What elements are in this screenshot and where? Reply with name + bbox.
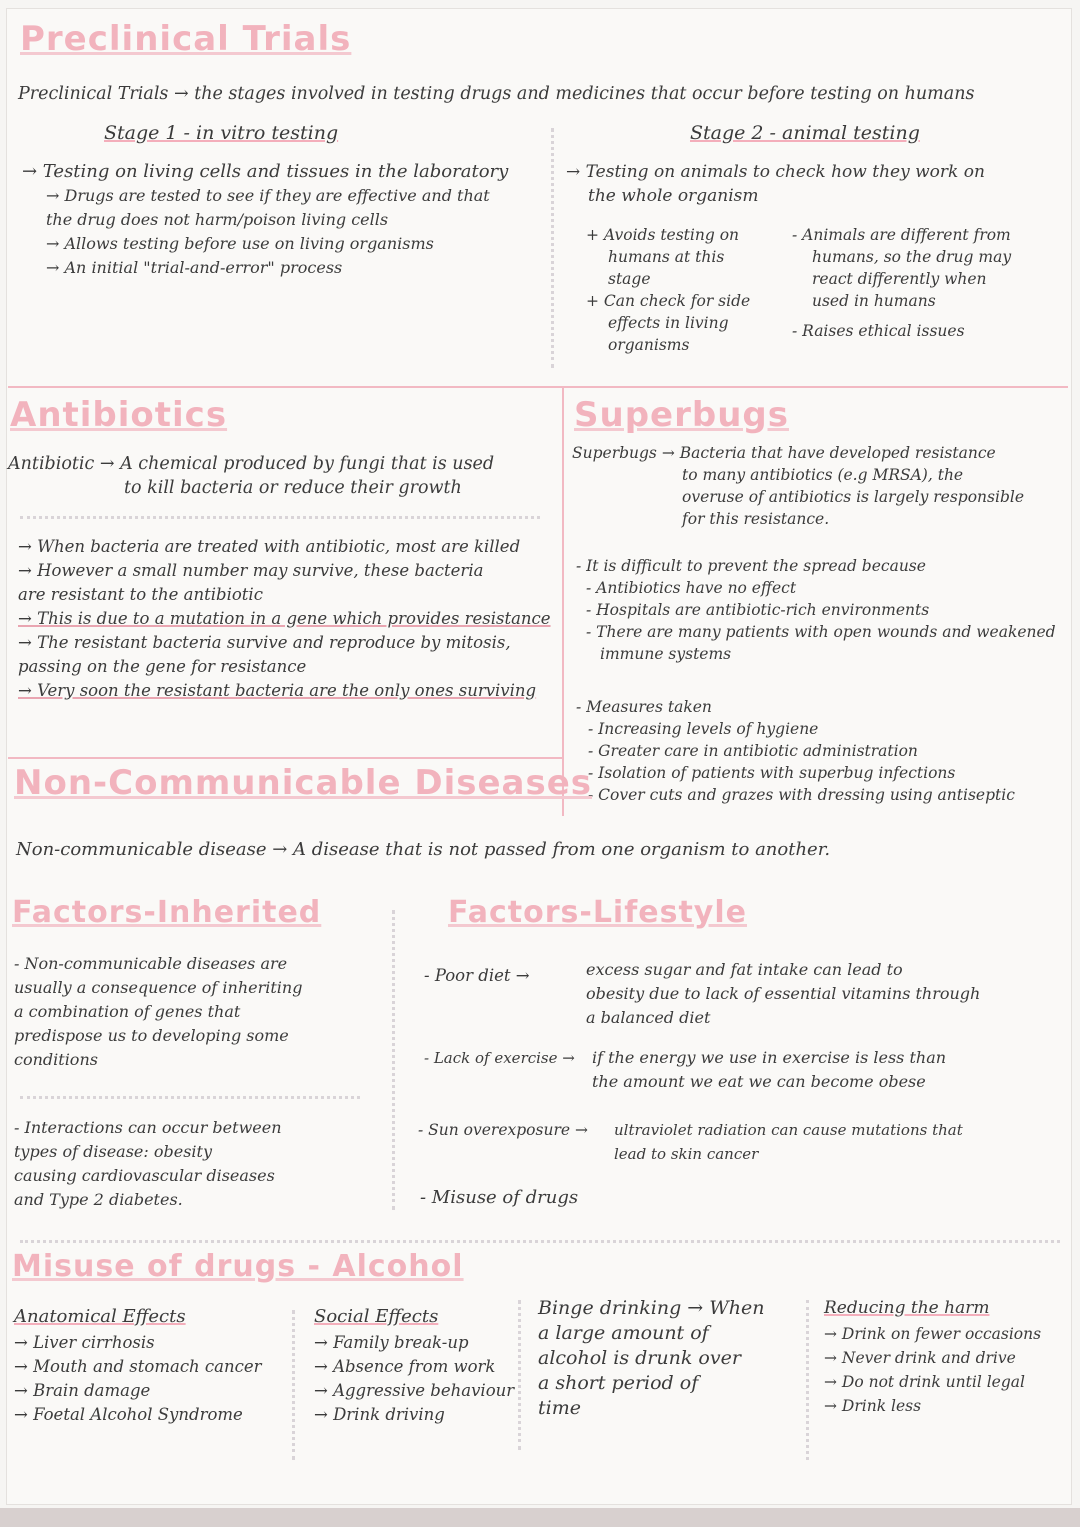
antibiotic-line: → This is due to a mutation in a gene which provides resistance	[18, 609, 551, 628]
superbugs-line: overuse of antibiotics is largely responsible	[682, 488, 1024, 506]
binge-line: a short period of	[538, 1372, 699, 1394]
section-rule	[8, 757, 563, 759]
anatomical-heading: Anatomical Effects	[14, 1306, 186, 1327]
divider-dotted	[20, 1096, 360, 1099]
superbugs-difficult	[576, 555, 1056, 665]
divider-dotted	[20, 516, 540, 519]
reducing-item: → Drink less	[824, 1397, 922, 1415]
stage1-line: → Drugs are tested to see if they are effective and that	[46, 186, 490, 205]
lifestyle-line: lead to skin cancer	[614, 1145, 759, 1163]
stage2-line: → Testing on animals to check how they work on	[566, 162, 985, 182]
con-line: react differently when	[812, 270, 987, 288]
ncd-definition: Non-communicable disease → A disease that is not passed from one organism to another.	[16, 839, 831, 860]
divider-dotted	[20, 1240, 1060, 1243]
pro-line: effects in living	[608, 314, 729, 332]
pro-line: stage	[608, 270, 651, 288]
divider-dotted	[392, 910, 395, 1210]
section-rule	[8, 386, 1068, 388]
stage2-heading: Stage 2 - animal testing	[690, 122, 920, 144]
preclinical-title: Preclinical Trials	[20, 19, 352, 59]
measure-line: - Measures taken	[576, 698, 712, 716]
social-item: → Aggressive behaviour	[314, 1381, 515, 1400]
social-item: → Family break-up	[314, 1333, 469, 1352]
anatomical-item: → Mouth and stomach cancer	[14, 1357, 262, 1376]
definition-line: Antibiotic → A chemical produced by fungi that is used	[8, 454, 495, 474]
difficult-line: - There are many patients with open wounds and weakened	[586, 623, 1056, 641]
lifestyle-line: a balanced diet	[586, 1008, 711, 1027]
divider-dotted	[518, 1300, 521, 1450]
poor-diet-label: - Poor diet →	[424, 966, 530, 985]
inherited-title: Factors-Inherited	[12, 895, 322, 930]
lifestyle-title: Factors-Lifestyle	[448, 895, 747, 930]
binge-line: alcohol is drunk over	[538, 1347, 741, 1369]
lifestyle-line: excess sugar and fat intake can lead to	[586, 960, 903, 979]
lifestyle-line: the amount we eat we can become obese	[592, 1072, 926, 1091]
preclinical-definition: Preclinical Trials → the stages involved in testing drugs and medicines that occur before testing on humans	[18, 84, 975, 104]
social-effects	[314, 1306, 514, 1427]
difficult-line: - Antibiotics have no effect	[586, 579, 797, 597]
measure-line: - Greater care in antibiotic administration	[588, 742, 918, 760]
reducing-heading: Reducing the harm	[824, 1298, 990, 1318]
binge-line: time	[538, 1397, 581, 1419]
misuse-of-drugs: - Misuse of drugs	[420, 1187, 579, 1208]
reducing-item: → Drink on fewer occasions	[824, 1325, 1042, 1343]
social-heading: Social Effects	[314, 1306, 439, 1327]
pro-line: + Avoids testing on	[586, 226, 740, 244]
antibiotic-line: → Very soon the resistant bacteria are the only ones surviving	[18, 681, 537, 700]
inherited-line: types of disease: obesity	[14, 1142, 212, 1161]
reducing-item: → Do not drink until legal	[824, 1373, 1025, 1391]
inherited-block-1	[14, 952, 302, 1072]
divider-dotted	[292, 1310, 295, 1460]
stage1-line: → An initial "trial-and-error" process	[46, 258, 343, 277]
divider-dotted	[551, 128, 554, 368]
antibiotic-line: → The resistant bacteria survive and reproduce by mitosis,	[18, 633, 511, 652]
stage1-line: → Allows testing before use on living organisms	[46, 234, 434, 253]
con-line: used in humans	[812, 292, 936, 310]
sun-text	[614, 1118, 963, 1166]
poor-diet-text	[586, 958, 980, 1030]
stage1-heading: Stage 1 - in vitro testing	[104, 122, 339, 144]
antibiotic-line: passing on the gene for resistance	[18, 657, 307, 676]
lifestyle-line: if the energy we use in exercise is less than	[592, 1048, 947, 1067]
column-rule	[562, 386, 564, 816]
inherited-line: - Interactions can occur between	[14, 1118, 282, 1137]
reducing-item: → Never drink and drive	[824, 1349, 1016, 1367]
superbugs-line: to many antibiotics (e.g MRSA), the	[682, 466, 964, 484]
divider-dotted	[806, 1300, 809, 1460]
anatomical-item: → Foetal Alcohol Syndrome	[14, 1405, 243, 1424]
superbugs-measures	[576, 696, 1015, 806]
inherited-block-2	[14, 1116, 282, 1212]
inherited-line: usually a consequence of inheriting	[14, 978, 303, 997]
social-item: → Drink driving	[314, 1405, 445, 1424]
stage2-line: the whole organism	[588, 186, 759, 206]
pro-line: humans at this	[608, 248, 725, 266]
inherited-line: a combination of genes that	[14, 1002, 241, 1021]
reducing-harm	[824, 1298, 1041, 1418]
ncd-title: Non-Communicable Diseases	[14, 763, 592, 803]
superbugs-line: Superbugs → Bacteria that have developed resistance	[572, 444, 996, 462]
inherited-line: conditions	[14, 1050, 98, 1069]
measure-line: - Isolation of patients with superbug infections	[588, 764, 956, 782]
antibiotic-definition	[8, 452, 494, 500]
anatomical-item: → Brain damage	[14, 1381, 151, 1400]
exercise-label: - Lack of exercise →	[424, 1049, 575, 1067]
stage1-line: → Testing on living cells and tissues in the laboratory	[22, 161, 509, 182]
lifestyle-line: obesity due to lack of essential vitamins through	[586, 984, 981, 1003]
antibiotic-line: → However a small number may survive, these bacteria	[18, 561, 484, 580]
inherited-line: - Non-communicable diseases are	[14, 954, 288, 973]
definition-line: to kill bacteria or reduce their growth	[124, 478, 462, 498]
inherited-line: causing cardiovascular diseases	[14, 1166, 275, 1185]
binge-line: Binge drinking → When	[538, 1297, 765, 1319]
anatomical-item: → Liver cirrhosis	[14, 1333, 155, 1352]
stage1-text	[22, 160, 508, 280]
difficult-line: - It is difficult to prevent the spread because	[576, 557, 926, 575]
stage2-text	[566, 160, 985, 208]
inherited-line: and Type 2 diabetes.	[14, 1190, 183, 1209]
stage1-line: the drug does not harm/poison living cells	[46, 210, 389, 229]
antibiotic-line: → When bacteria are treated with antibiotic, most are killed	[18, 537, 521, 556]
superbugs-definition	[572, 442, 1024, 530]
exercise-text	[592, 1046, 946, 1094]
pro-line: organisms	[608, 336, 690, 354]
stage2-cons	[792, 224, 1011, 342]
stage2-pros	[586, 224, 750, 356]
sun-label: - Sun overexposure →	[418, 1121, 588, 1139]
lifestyle-line: ultraviolet radiation can cause mutations that	[614, 1121, 963, 1139]
measure-line: - Increasing levels of hygiene	[588, 720, 819, 738]
binge-drinking	[538, 1296, 765, 1421]
social-item: → Absence from work	[314, 1357, 496, 1376]
binge-line: a large amount of	[538, 1322, 709, 1344]
con-line: - Raises ethical issues	[792, 322, 965, 340]
superbugs-title: Superbugs	[574, 395, 789, 435]
con-line: humans, so the drug may	[812, 248, 1012, 266]
antibiotic-line: are resistant to the antibiotic	[18, 585, 263, 604]
alcohol-title: Misuse of drugs - Alcohol	[12, 1249, 464, 1284]
page-edge	[0, 1508, 1080, 1527]
inherited-line: predispose us to developing some	[14, 1026, 289, 1045]
difficult-line: immune systems	[600, 645, 732, 663]
difficult-line: - Hospitals are antibiotic-rich environments	[586, 601, 930, 619]
measure-line: - Cover cuts and grazes with dressing using antiseptic	[588, 786, 1015, 804]
pro-line: + Can check for side	[586, 292, 751, 310]
anatomical-effects	[14, 1306, 262, 1427]
superbugs-line: for this resistance.	[682, 510, 830, 528]
antibiotics-title: Antibiotics	[10, 395, 228, 435]
antibiotic-notes	[18, 535, 551, 703]
con-line: - Animals are different from	[792, 226, 1011, 244]
